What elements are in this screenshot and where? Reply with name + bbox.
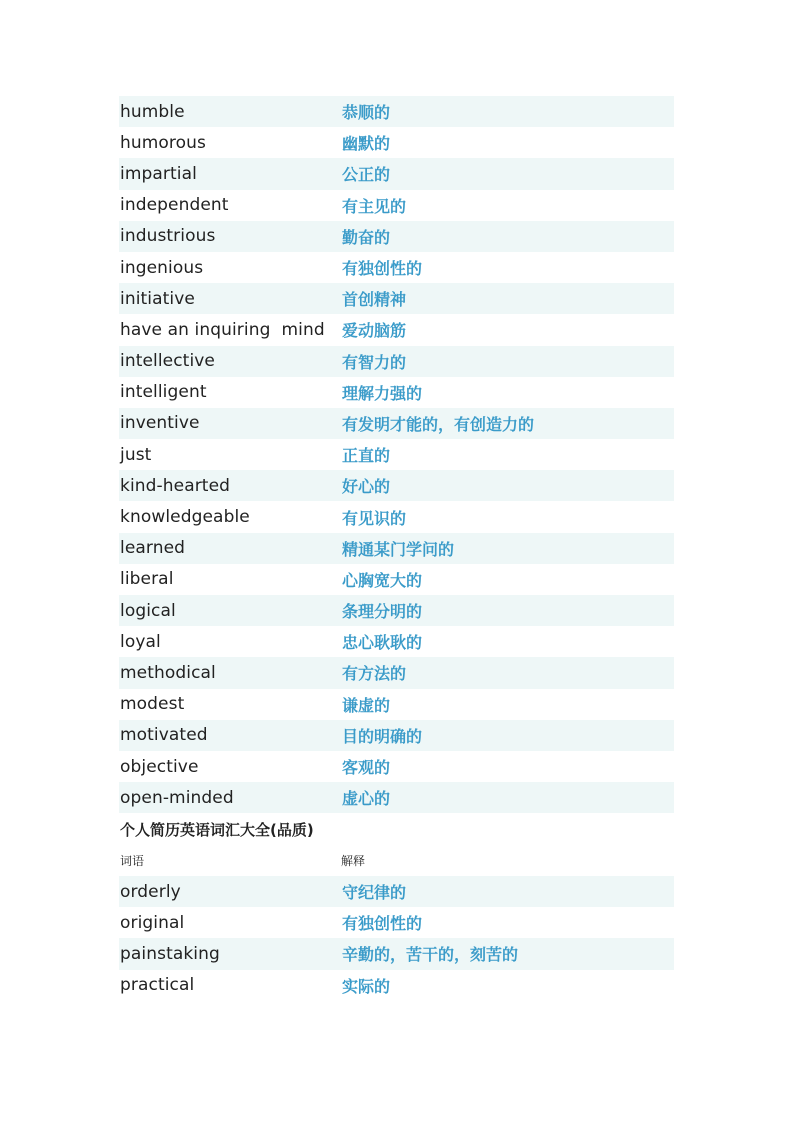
chinese-meaning: 有主见的 <box>342 196 407 216</box>
table-row <box>119 751 674 782</box>
table-row <box>119 377 674 408</box>
chinese-meaning: 正直的 <box>342 446 391 466</box>
chinese-meaning: 恭顺的 <box>342 103 391 123</box>
table-row <box>119 158 674 189</box>
table-row <box>119 720 674 751</box>
table-row <box>119 252 674 283</box>
chinese-meaning: 有智力的 <box>342 352 407 372</box>
table-row <box>119 938 674 969</box>
english-word: orderly <box>120 881 181 902</box>
chinese-meaning: 辛勤的，苦干的，刻苦的 <box>342 945 519 965</box>
english-word: intelligent <box>120 382 207 403</box>
table-row <box>119 533 674 564</box>
english-word: intellective <box>120 351 215 372</box>
english-word: motivated <box>120 725 208 746</box>
table-row <box>119 190 674 221</box>
english-word: objective <box>120 756 199 777</box>
english-word: independent <box>120 195 229 216</box>
english-word: humorous <box>120 132 206 153</box>
english-word: liberal <box>120 569 174 590</box>
vocab-table-bottom <box>119 876 674 1001</box>
chinese-meaning: 目的明确的 <box>342 726 423 746</box>
vocab-table-top <box>119 96 674 813</box>
english-word: original <box>120 912 185 933</box>
english-word: open-minded <box>120 787 234 808</box>
english-word: modest <box>120 694 185 715</box>
chinese-meaning: 谦虚的 <box>342 695 391 715</box>
table-row <box>119 626 674 657</box>
header-word-label: 词语 <box>120 854 145 868</box>
table-row <box>119 564 674 595</box>
table-row <box>119 907 674 938</box>
english-word: ingenious <box>120 257 204 278</box>
table-row <box>119 127 674 158</box>
table-row <box>119 689 674 720</box>
table-row <box>119 408 674 439</box>
table-row <box>119 657 674 688</box>
chinese-meaning: 爱动脑筋 <box>342 321 407 341</box>
table-row <box>119 439 674 470</box>
english-word: painstaking <box>120 943 220 964</box>
table-row <box>119 314 674 345</box>
table-header <box>120 852 674 869</box>
table-row <box>119 283 674 314</box>
chinese-meaning: 有独创性的 <box>342 914 423 934</box>
table-row <box>119 470 674 501</box>
english-word: kind-hearted <box>120 475 231 496</box>
chinese-meaning: 有独创性的 <box>342 259 423 279</box>
chinese-meaning: 有发明才能的，有创造力的 <box>342 414 535 434</box>
chinese-meaning: 有方法的 <box>342 664 407 684</box>
table-row <box>119 595 674 626</box>
table-row <box>119 501 674 532</box>
english-word: industrious <box>120 226 216 247</box>
table-row <box>119 346 674 377</box>
chinese-meaning: 守纪律的 <box>342 883 407 903</box>
chinese-meaning: 忠心耿耿的 <box>342 633 423 653</box>
chinese-meaning: 幽默的 <box>342 134 391 154</box>
english-word: learned <box>120 538 186 559</box>
chinese-meaning: 首创精神 <box>342 290 407 310</box>
english-word: just <box>120 444 152 465</box>
english-word: initiative <box>120 288 195 309</box>
section-title: 个人简历英语词汇大全(品质) <box>120 821 314 839</box>
header-meaning-label: 解释 <box>341 854 366 868</box>
english-word: have an inquiring mind <box>120 319 325 340</box>
chinese-meaning: 条理分明的 <box>342 602 423 622</box>
chinese-meaning: 理解力强的 <box>342 383 423 403</box>
english-word: inventive <box>120 413 200 434</box>
english-word: knowledgeable <box>120 507 250 528</box>
chinese-meaning: 精通某门学问的 <box>342 539 455 559</box>
english-word: loyal <box>120 631 161 652</box>
table-row <box>119 876 674 907</box>
english-word: humble <box>120 101 185 122</box>
table-row <box>119 96 674 127</box>
chinese-meaning: 公正的 <box>342 165 391 185</box>
chinese-meaning: 客观的 <box>342 758 391 778</box>
english-word: practical <box>120 975 195 996</box>
chinese-meaning: 勤奋的 <box>342 227 391 247</box>
chinese-meaning: 心胸宽大的 <box>342 570 423 590</box>
chinese-meaning: 虚心的 <box>342 789 391 809</box>
english-word: methodical <box>120 662 216 683</box>
table-row <box>119 221 674 252</box>
table-row <box>119 970 674 1001</box>
table-row <box>119 782 674 813</box>
chinese-meaning: 好心的 <box>342 477 391 497</box>
chinese-meaning: 实际的 <box>342 976 391 996</box>
english-word: logical <box>120 600 176 621</box>
chinese-meaning: 有见识的 <box>342 508 407 528</box>
english-word: impartial <box>120 163 197 184</box>
